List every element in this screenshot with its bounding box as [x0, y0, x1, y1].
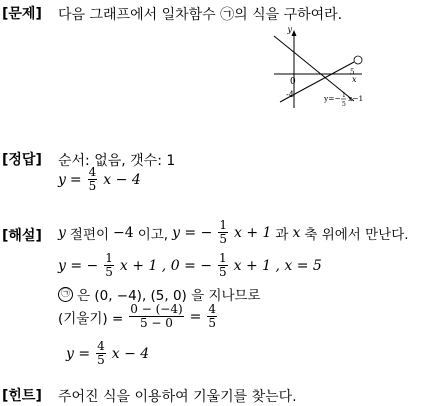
sol-l5-den: 5 [97, 353, 105, 367]
sol-l2-den: 5 [105, 265, 113, 279]
sol-l1-h: x [292, 224, 301, 241]
problem-text: 다음 그래프에서 일차함수 ㉠의 식을 구하여라. [58, 7, 343, 23]
answer-equation: y = $\frac{4}{5}$ x − 4 [58, 165, 141, 193]
line-label-den: 5 [342, 101, 346, 108]
answer-eq-lhs: y [58, 171, 66, 188]
sol-l2-a: y = − [58, 257, 99, 274]
y-label: y [287, 25, 292, 34]
answer-meta: 순서: 없음, 갯수: 1 [58, 153, 176, 169]
sol-l1-den: 5 [219, 232, 227, 246]
sol-l2-c: x + 1 , x = 5 [233, 257, 322, 274]
circle-marker [354, 56, 362, 64]
sol-l4-den2: 5 [208, 316, 217, 330]
answer-eq-rest: x − 4 [103, 171, 141, 188]
y-intercept-label: -4 [286, 90, 294, 99]
answer-tag: [정답] [2, 152, 42, 168]
x-label: x [352, 75, 357, 84]
line-label-num: 1 [342, 92, 346, 99]
sol-l2-num: 1 [105, 251, 113, 265]
sol-l1-b: 절편이 [69, 226, 110, 243]
sol-l1-e: y = − [172, 224, 213, 241]
sol-l5-a: y = [66, 345, 91, 362]
sol-l5-b: x − 4 [111, 345, 150, 362]
sol-l1-num: 1 [219, 218, 227, 232]
sol-l1-a: y [58, 224, 66, 241]
sol-l4-num2: 4 [208, 302, 217, 316]
line-label-prefix: y=− [324, 94, 341, 103]
line-label-suffix: x−1 [348, 94, 364, 103]
solution-line-4 [58, 303, 219, 330]
sol-l3-circle: ㉠ [58, 287, 73, 302]
sol-l4-den: 5 − 0 [139, 316, 173, 330]
sol-l2-fraction-1 [104, 252, 114, 279]
sol-l2-den2: 5 [218, 265, 227, 279]
solution-line-1 [58, 219, 409, 246]
solution-line-3 [58, 284, 261, 304]
sol-l1-d: 이고, [137, 226, 169, 243]
sol-l1-i: 축 위에서 만난다. [304, 226, 409, 243]
sol-l2-num2: 1 [218, 251, 227, 265]
sol-l3-text: 은 (0, −4), (5, 0) 을 지나므로 [77, 288, 261, 304]
sol-l4-a: (기울기) = [58, 310, 124, 327]
sol-l4-num: 0 − (−4) [130, 302, 183, 316]
sol-l4-fraction-1 [129, 303, 183, 330]
sol-l5-num: 4 [97, 339, 105, 353]
solution-line-2 [58, 252, 322, 279]
sol-l4-fraction-2 [207, 303, 217, 330]
y-axis-arrow [292, 30, 297, 36]
origin-label: 0 [290, 77, 296, 87]
answer-eq-den: 5 [88, 179, 97, 193]
sol-l4-eq: = [189, 308, 202, 325]
hint-text: 주어진 식을 이용하여 기울기를 찾는다. [58, 389, 297, 405]
answer-eq-num: 4 [88, 165, 97, 179]
sol-l5-fraction [96, 340, 106, 367]
answer-eq-fraction [88, 166, 98, 193]
sol-l2-fraction-2 [218, 252, 228, 279]
sol-l1-f: x + 1 [233, 224, 272, 241]
sol-l2-b: x + 1 , 0 = − [119, 257, 212, 274]
hint-tag: [힌트] [2, 388, 42, 404]
solution-tag: [해설] [2, 228, 42, 244]
sol-l1-c: −4 [113, 224, 134, 241]
problem-tag: [문제] [2, 6, 42, 22]
problem-graph [270, 22, 380, 114]
sol-l1-fraction [218, 219, 228, 246]
x-intercept-label: 5 [350, 68, 355, 76]
solution-line-5 [66, 340, 149, 367]
sol-l1-g: 과 [275, 226, 289, 243]
